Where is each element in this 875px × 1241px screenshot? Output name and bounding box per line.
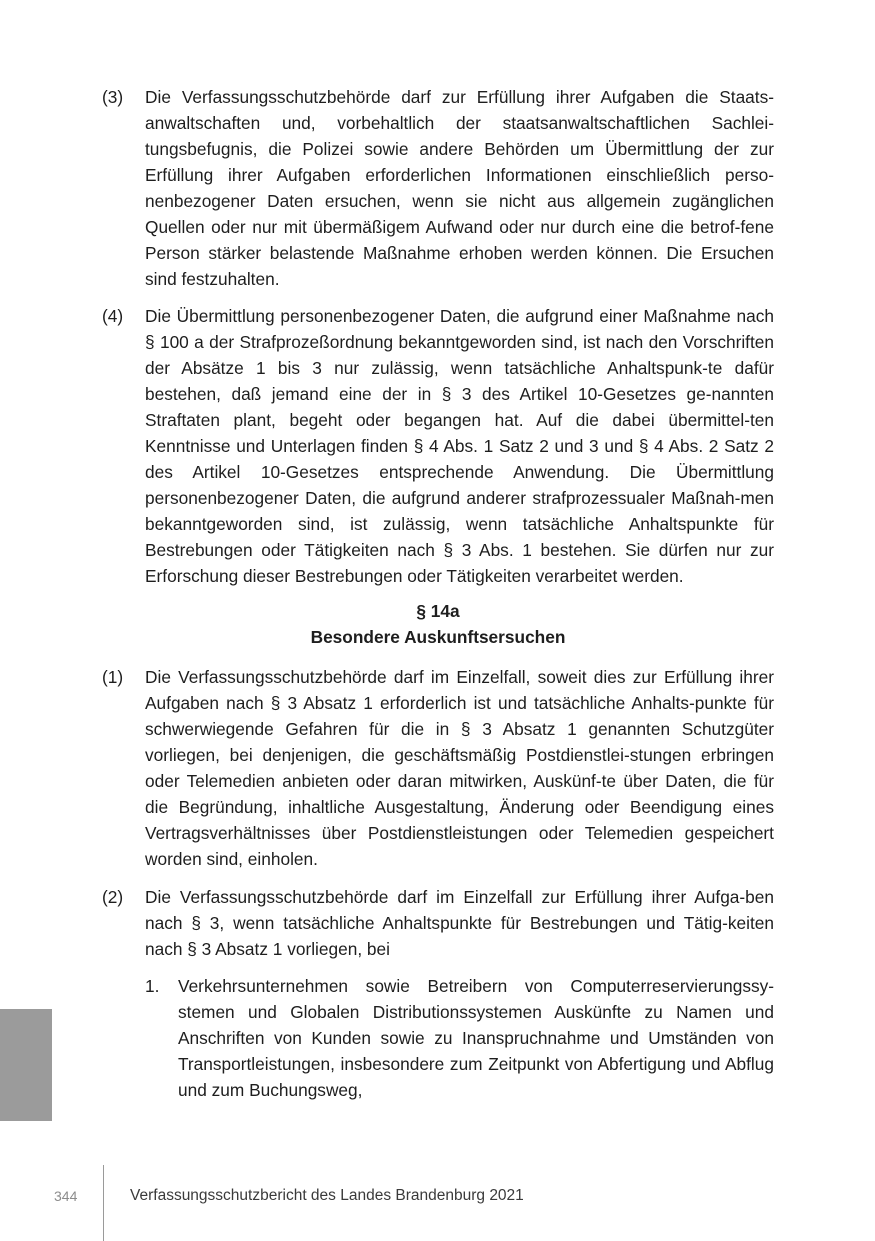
paragraph-number: (2) bbox=[102, 887, 124, 907]
paragraph-text: Die Verfassungsschutzbehörde darf im Einzelfall, soweit dies zur Erfüllung ihrer Aufgaben nach § 3 Absatz 1 erforderlich ist und tatsächliche Anhalts-punkte für schwerwiegende Gefahren für die in § 3 Absatz 1 genannten Schutzgüter vorliegen, bei denjenigen, die geschäftsmäßig Postdienstlei-stungen erbringen oder Telemedien anbieten oder daran mitwirken, Auskünf-te über Daten, die für die Begründung, inhaltliche Ausgestaltung, Änderung oder Beendigung eines Vertragsverhältnisses über Postdienstleistungen oder Telemedien gespeichert worden sind, einholen. bbox=[145, 667, 774, 869]
paragraph-number: (4) bbox=[102, 306, 124, 326]
paragraph-number: (3) bbox=[102, 87, 124, 107]
section-number: § 14a bbox=[416, 601, 460, 621]
footer-title: Verfassungsschutzbericht des Landes Brandenburg 2021 bbox=[130, 1187, 524, 1204]
footer-divider bbox=[103, 1165, 104, 1241]
paragraph-number: (1) bbox=[102, 667, 124, 687]
paragraph-text: Die Verfassungsschutzbehörde darf im Einzelfall zur Erfüllung ihrer Aufga-ben nach § 3, wenn tatsächliche Anhaltspunkte für Bestrebungen und Tätig-keiten nach § 3 Absatz 1 vorliegen, bei bbox=[145, 887, 774, 959]
paragraph-text: Die Verfassungsschutzbehörde darf zur Erfüllung ihrer Aufgaben die Staats-anwaltschaften und, vorbehaltlich der staatsanwaltschaftlichen Sachlei-tungsbefugnis, die Polizei sowie andere Behörden um Übermittlung der zur Erfüllung ihrer Aufgaben erforderlichen Informationen einschließlich perso-nenbezogener Daten ersuchen, wenn sie nicht aus allgemein zugänglichen Quellen oder nur mit übermäßigem Aufwand oder nur durch eine die betrof-fene Person stärker belastende Maßnahme erhoben werden können. Die Ersuchen sind festzuhalten. bbox=[145, 87, 774, 289]
paragraph-text: Die Übermittlung personenbezogener Daten, die aufgrund einer Maßnahme nach § 100 a der Strafprozeßordnung bekanntgeworden sind, ist nach den Vorschriften der Absätze 1 bis 3 nur zulässig, wenn tatsächliche Anhaltspunk-te dafür bestehen, daß jemand eine der in § 3 des Artikel 10-Gesetzes ge-nannten Straftaten plant, begeht oder begangen hat. Auf die dabei übermittel-ten Kenntnisse und Unterlagen finden § 4 Abs. 1 Satz 2 und 3 und § 4 Abs. 2 Satz 2 des Artikel 10-Gesetzes entsprechende Anwendung. Die Übermittlung personenbezogener Daten, die aufgrund anderer strafprozessualer Maßnah-men bekanntgeworden sind, ist zulässig, wenn tatsächliche Anhaltspunkte für Bestrebungen oder Tätigkeiten nach § 3 Abs. 1 bestehen. Sie dürfen nur zur Erforschung dieser Bestrebungen oder Tätigkeiten verarbeitet werden. bbox=[145, 306, 774, 586]
side-tab-marker bbox=[0, 1009, 52, 1121]
list-item-text: Verkehrsunternehmen sowie Betreibern von Computerreservierungssy-stemen und Globalen Distributionssystemen Auskünfte zu Namen und Anschriften von Kunden sowie zu Inanspruchnahme und Umständen von Transportleistungen, insbesondere zum Zeitpunkt von Abfertigung und Abflug und zum Buchungsweg, bbox=[178, 976, 774, 1100]
section-title: Besondere Auskunftsersuchen bbox=[310, 627, 566, 647]
list-item-number: 1. bbox=[145, 976, 160, 996]
page-number: 344 bbox=[54, 1188, 78, 1204]
